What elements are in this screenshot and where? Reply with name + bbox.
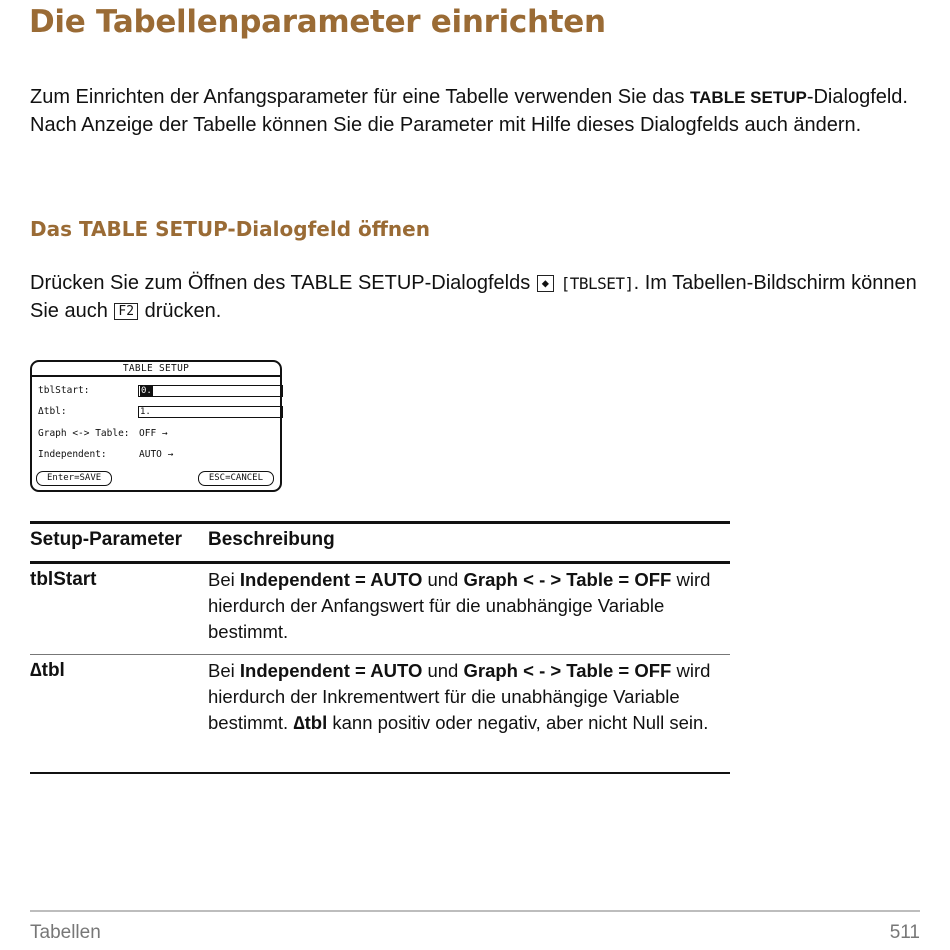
calc-title-rule	[32, 375, 280, 377]
table-bottom-rule	[30, 772, 730, 774]
row2-bold-1: Independent = AUTO	[239, 660, 423, 681]
calc-label-independent: Independent:	[38, 449, 107, 460]
table-row-tblstart-description	[208, 567, 718, 645]
footer-section: Tabellen	[30, 922, 101, 943]
calc-label-tblstart: tblStart:	[38, 385, 90, 396]
footer-rule	[30, 910, 920, 912]
calc-value-graph-table: OFF →	[139, 428, 168, 439]
table-top-rule	[30, 521, 730, 524]
table-header-parameter: Setup-Parameter	[30, 529, 183, 550]
row1-bold-1: Independent = AUTO	[239, 569, 423, 590]
row1-text-3: wird hierdurch der Anfangswert für die unabhängige Variable bestimmt.	[208, 569, 711, 642]
intro-paragraph	[30, 84, 925, 139]
instruction-paragraph	[30, 270, 925, 325]
intro-text-1: Zum Einrichten der Anfangsparameter für eine Tabelle verwenden Sie das	[30, 86, 691, 108]
table-row-divider	[30, 654, 730, 655]
page-title: Die Tabellenparameter einrichten	[29, 4, 606, 40]
row2-text-2: und	[422, 660, 464, 681]
row1-text-2: und	[422, 569, 464, 590]
f2-key-icon: F2	[114, 303, 138, 320]
table-row-dtbl-description	[208, 658, 718, 736]
calc-value-tblstart: 0.	[141, 386, 152, 396]
table-header-description: Beschreibung	[208, 529, 335, 550]
instruction-text-3: drücken.	[139, 299, 222, 322]
table-setup-screenshot	[30, 360, 282, 492]
page-number: 511	[889, 922, 920, 943]
calc-field-dtbl	[138, 406, 283, 418]
instruction-text-2: . Im Tabellen-Bildschirm können Sie auch	[30, 272, 917, 322]
calc-label-graph-table: Graph <-> Table:	[38, 428, 130, 439]
row1-bold-2: Graph < - > Table = OFF	[463, 569, 672, 590]
calc-save-button: Enter=SAVE	[36, 471, 112, 486]
row2-text-4: kann positiv oder negativ, aber nicht Null sein.	[327, 712, 709, 733]
calc-title: TABLE SETUP	[122, 363, 190, 374]
row2-text-1: Bei	[208, 660, 240, 681]
row2-bold-2: Graph < - > Table = OFF	[463, 660, 672, 681]
diamond-key-icon: ◆	[537, 275, 554, 292]
instruction-text-1: Drücken Sie zum Öffnen des TABLE SETUP-Dialogfelds	[30, 272, 536, 294]
table-row-dtbl-name: ∆tbl	[30, 660, 65, 681]
row2-bold-3: ∆tbl	[293, 712, 328, 733]
table-header-rule	[30, 561, 730, 564]
calc-value-independent: AUTO →	[139, 449, 174, 460]
section-heading: Das TABLE SETUP-Dialogfeld öffnen	[30, 217, 430, 241]
tblset-key: [TBLSET]	[560, 274, 634, 293]
intro-bold: TABLE SETUP	[690, 88, 807, 107]
calc-field-tblstart	[138, 385, 283, 397]
row2-text-3: wird hierdurch der Inkrementwert für die unabhängige Variable bestimmt.	[208, 660, 711, 733]
intro-text-2: -Dialogfeld. Nach Anzeige der Tabelle können Sie die Parameter mit Hilfe dieses Dialogfelds auch ändern.	[30, 86, 908, 136]
calc-cancel-button: ESC=CANCEL	[198, 471, 274, 486]
row1-text-1: Bei	[208, 569, 240, 590]
calc-label-dtbl: Δtbl:	[38, 406, 67, 417]
table-row-tblstart-name: tblStart	[30, 569, 97, 590]
calc-value-dtbl: 1.	[140, 407, 151, 417]
